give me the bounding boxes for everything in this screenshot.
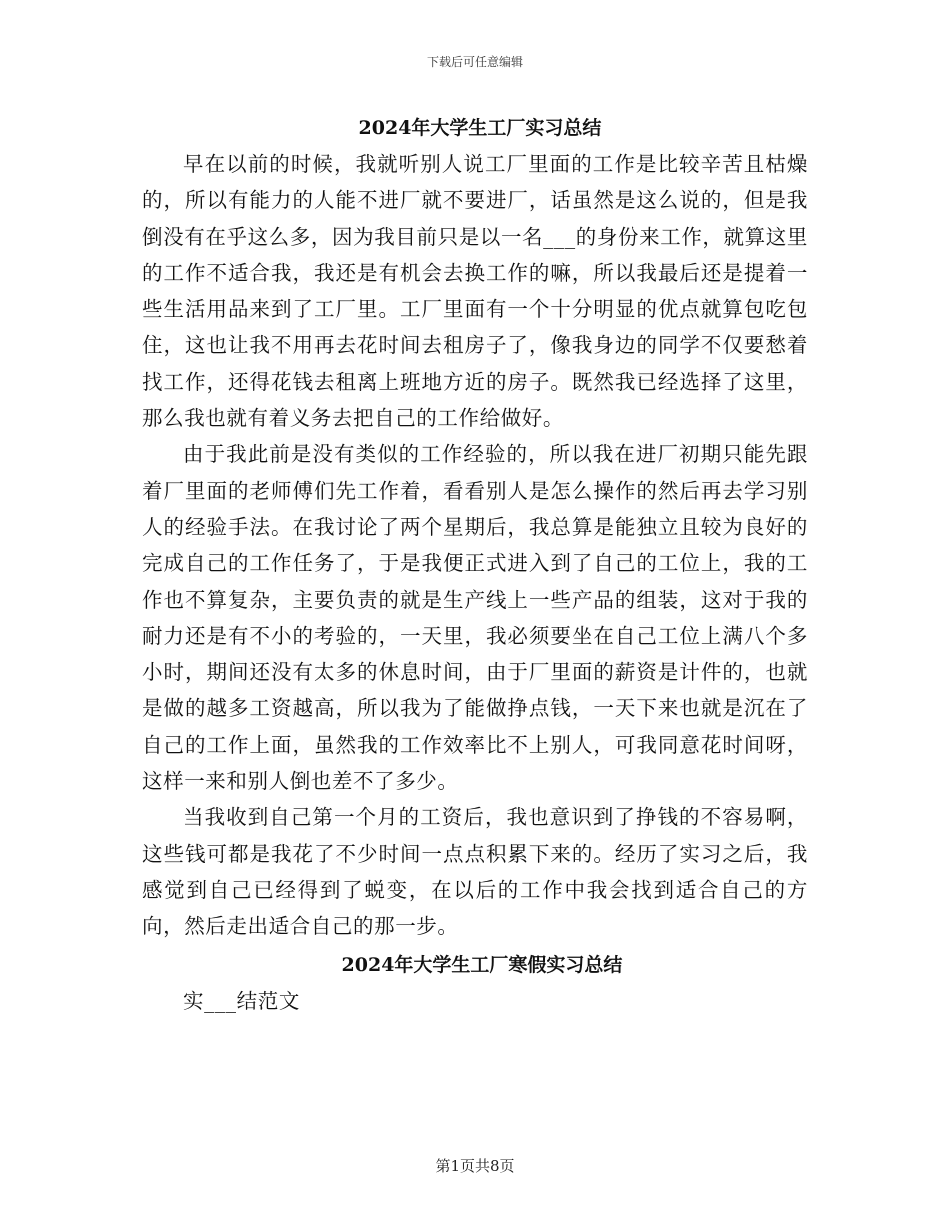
paragraph-1: 早在以前的时候，我就听别人说工厂里面的工作是比较辛苦且枯燥的，所以有能力的人能不进厂就不要进厂，话虽然是这么说的，但是我倒没有在乎这么多，因为我目前只是以一名___的身份来工作，就算这里的工作不适合我，我还是有机会去换工作的嘛，所以我最后还是提着一些生活用品来到了工厂里。工厂里面有一个十分明显的优点就算包吃包住，这也让我不用再去花时间去租房子了，像我身边的同学不仅要愁着找工作，还得花钱去租离上班地方近的房子。既然我已经选择了这里，那么我也就有着义务去把自己的工作给做好。 — [142, 152, 808, 431]
page-header-note: 下载后可任意编辑 — [426, 55, 523, 69]
section-title: 2024年大学生工厂寒假实习总结 — [341, 953, 623, 976]
document-body — [142, 110, 808, 1019]
paragraph-3: 当我收到自己第一个月的工资后，我也意识到了挣钱的不容易啊，这些钱可都是我花了不少时间一点点积累下来的。经历了实习之后，我感觉到自己已经得到了蜕变，在以后的工作中我会找到适合自己的方向，然后走出适合自己的那一步。 — [142, 805, 808, 939]
page-footer-number: 第1页共8页 — [435, 1157, 515, 1175]
document-title: 2024年大学生工厂实习总结 — [358, 117, 602, 139]
paragraph-2: 由于我此前是没有类似的工作经验的，所以我在进厂初期只能先跟着厂里面的老师傅们先工作着，看看别人是怎么操作的然后再去学习别人的经验手法。在我讨论了两个星期后，我总算是能独立且较为良好的完成自己的工作任务了，于是我便正式进入到了自己的工位上，我的工作也不算复杂，主要负责的就是生产线上一些产品的组装，这对于我的耐力还是有不小的考验的，一天里，我必须要坐在自己工位上满八个多小时，期间还没有太多的休息时间，由于厂里面的薪资是计件的，也就是做的越多工资越高，所以我为了能做挣点钱，一天下来也就是沉在了自己的工作上面，虽然我的工作效率比不上别人，可我同意花时间呀，这样一来和别人倒也差不了多少。 — [142, 442, 808, 794]
section-paragraph: 实___结范文 — [183, 988, 300, 1013]
